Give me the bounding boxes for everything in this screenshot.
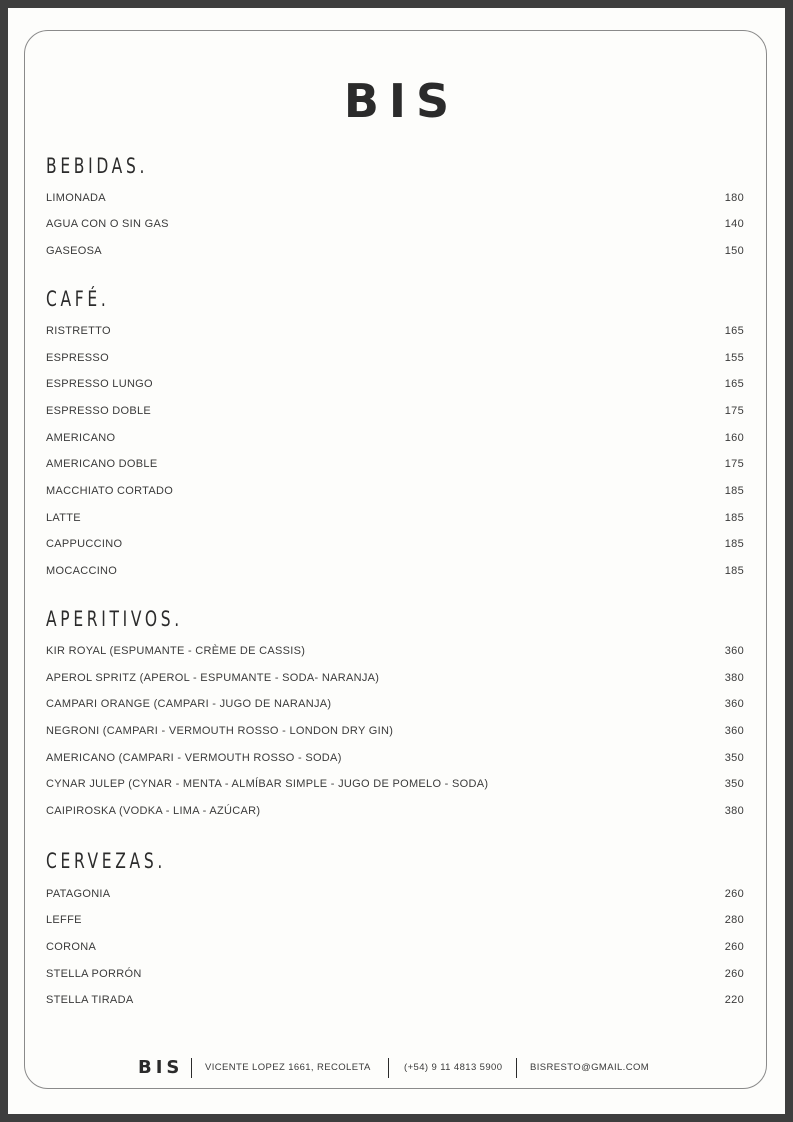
item-price: 185 [724, 565, 744, 577]
footer [8, 1056, 785, 1080]
item-price: 180 [724, 192, 744, 204]
menu-item [46, 403, 744, 419]
item-price: 155 [724, 352, 744, 364]
item-price: 360 [724, 725, 744, 737]
footer-divider [516, 1058, 517, 1078]
item-name: MACCHIATO CORTADO [46, 485, 174, 497]
item-name: ESPRESSO LUNGO [46, 378, 153, 390]
item-name: LATTE [46, 512, 81, 524]
item-price: 175 [724, 405, 744, 417]
item-name: STELLA TIRADA [46, 994, 134, 1006]
menu-item [46, 696, 744, 712]
item-price: 260 [724, 968, 744, 980]
item-price: 165 [724, 325, 744, 337]
item-price: 280 [724, 914, 744, 926]
menu-item [46, 939, 744, 955]
item-name: LIMONADA [46, 192, 106, 204]
menu-item [46, 216, 744, 232]
item-price: 160 [724, 432, 744, 444]
item-price: 150 [724, 245, 744, 257]
footer-logo: BIS [138, 1057, 184, 1078]
menu-item [46, 886, 744, 902]
menu-item [46, 510, 744, 526]
item-name: ESPRESSO DOBLE [46, 405, 152, 417]
item-name: NEGRONI (CAMPARI - VERMOUTH ROSSO - LONDON DRY GIN) [46, 725, 394, 737]
menu-item [46, 803, 744, 819]
item-name: AMERICANO (CAMPARI - VERMOUTH ROSSO - SODA) [46, 752, 342, 764]
brand-title: BIS [343, 74, 460, 128]
footer-address: VICENTE LOPEZ 1661, RECOLETA [205, 1062, 371, 1073]
item-price: 380 [724, 805, 744, 817]
item-name: PATAGONIA [46, 888, 111, 900]
item-name: APEROL SPRITZ (APEROL - ESPUMANTE - SODA- NARANJA) [46, 672, 380, 684]
item-name: CORONA [46, 941, 97, 953]
item-name: CYNAR JULEP (CYNAR - MENTA - ALMÍBAR SIMPLE - JUGO DE POMELO - SODA) [46, 778, 489, 790]
menu-item [46, 243, 744, 259]
item-name: CAPPUCCINO [46, 538, 123, 550]
item-name: KIR ROYAL (ESPUMANTE - CRÈME DE CASSIS) [46, 645, 306, 657]
item-name: AMERICANO DOBLE [46, 458, 158, 470]
menu-item [46, 430, 744, 446]
menu-item [46, 563, 744, 579]
item-name: MOCACCINO [46, 565, 118, 577]
menu-item [46, 776, 744, 792]
item-price: 350 [724, 752, 744, 764]
item-name: CAMPARI ORANGE (CAMPARI - JUGO DE NARANJA) [46, 698, 332, 710]
menu-item [46, 670, 744, 686]
section-title-aperitivos: APERITIVOS. [46, 607, 183, 631]
menu-item [46, 350, 744, 366]
item-name: AMERICANO [46, 432, 116, 444]
section-title-cafe: CAFÉ. [46, 287, 110, 311]
menu-item [46, 483, 744, 499]
menu-item [46, 912, 744, 928]
item-price: 380 [724, 672, 744, 684]
item-price: 260 [724, 888, 744, 900]
item-name: AGUA CON O SIN GAS [46, 218, 169, 230]
menu-item [46, 643, 744, 659]
item-price: 220 [724, 994, 744, 1006]
item-price: 185 [724, 512, 744, 524]
item-price: 185 [724, 485, 744, 497]
menu-item [46, 376, 744, 392]
menu-page [8, 8, 785, 1114]
footer-email: BISRESTO@GMAIL.COM [530, 1062, 650, 1073]
item-price: 165 [724, 378, 744, 390]
menu-item [46, 536, 744, 552]
footer-divider [191, 1058, 192, 1078]
item-price: 350 [724, 778, 744, 790]
item-price: 360 [724, 698, 744, 710]
menu-item [46, 750, 744, 766]
menu-item [46, 723, 744, 739]
menu-item [46, 456, 744, 472]
section-title-cervezas: CERVEZAS. [46, 849, 166, 873]
item-name: STELLA PORRÓN [46, 968, 142, 980]
section-title-bebidas: BEBIDAS. [46, 154, 149, 178]
item-name: LEFFE [46, 914, 82, 926]
menu-item [46, 323, 744, 339]
item-name: ESPRESSO [46, 352, 109, 364]
item-price: 360 [724, 645, 744, 657]
item-price: 260 [724, 941, 744, 953]
item-price: 175 [724, 458, 744, 470]
item-price: 140 [724, 218, 744, 230]
menu-item [46, 966, 744, 982]
item-price: 185 [724, 538, 744, 550]
menu-item [46, 992, 744, 1008]
page-border [24, 30, 767, 1089]
item-name: GASEOSA [46, 245, 102, 257]
item-name: CAIPIROSKA (VODKA - LIMA - AZÚCAR) [46, 805, 261, 817]
menu-item [46, 190, 744, 206]
item-name: RISTRETTO [46, 325, 111, 337]
footer-divider [388, 1058, 389, 1078]
footer-phone: (+54) 9 11 4813 5900 [404, 1062, 503, 1073]
